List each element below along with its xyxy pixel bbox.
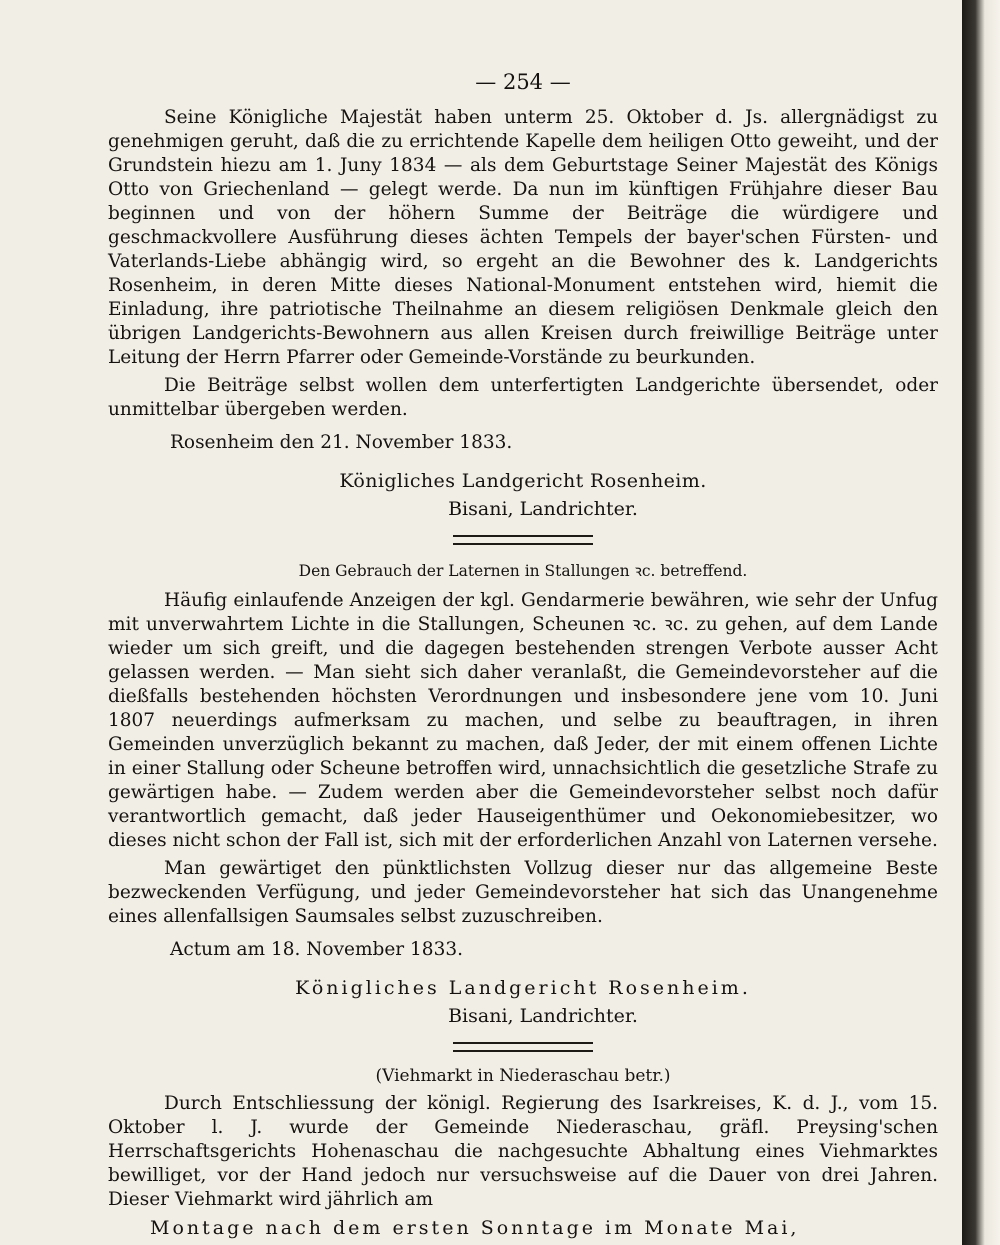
notice-heading: (Viehmarkt in Niederaschau betr.) bbox=[375, 1066, 671, 1086]
page-number: — 254 — bbox=[475, 70, 571, 94]
dateline: Actum am 18. November 1833. bbox=[170, 939, 463, 960]
notice-cattle-market bbox=[108, 1066, 938, 1240]
paragraph: Seine Königliche Majestät haben unterm 25. Oktober d. Js. allergnädigst zu genehmigen geruht, daß die zu errichtende Kapelle dem heiligen Otto geweiht, und der Grundstein hiezu am 1. Juny 1834 — als dem Geburtstage Seiner Majestät des Königs Otto von Griechenland — gelegt werde. Da nun im künftigen Frühjahre dieser Bau beginnen und von der höhern Summe der Beiträge die würdigere und geschmackvollere Ausführung dieses ächten Tempels der bayer'schen Fürsten- und Vaterlands-Liebe abhängig wird, so ergeht an die Bewohner des k. Landgerichts Rosenheim, in deren Mitte dieses National-Monument entstehen wird, hiemit die Einladung, ihre patriotische Theilnahme an diesem religiösen Denkmale gleich den übrigen Landgerichts-Bewohnern aus allen Kreisen durch freiwillige Beiträge unter Leitung der Herrn Pfarrer oder Gemeinde-Vorstände zu beurkunden. bbox=[108, 107, 938, 368]
notice-otto-chapel bbox=[108, 106, 938, 523]
paragraph: Man gewärtiget den pünktlichsten Vollzug dieser nur das allgemeine Beste bezweckenden Verfügung, und jeder Gemeindevorsteher hat sich das Unangenehme eines allenfallsigen Saumsales selbst zuzuschreiben. bbox=[108, 858, 938, 927]
paragraph-last-line: Montage nach dem ersten Sonntage im Monate Mai, bbox=[150, 1217, 800, 1239]
notice-heading: Den Gebrauch der Laternen in Stallungen ꝛc. betreffend. bbox=[298, 562, 748, 580]
section-divider bbox=[108, 535, 938, 545]
signature: Bisani, Landrichter. bbox=[448, 1005, 638, 1027]
book-spine bbox=[962, 0, 1000, 1245]
paragraph: Durch Entschliessung der königl. Regierung des Isarkreises, K. d. J., vom 15. Oktober l. J. wurde der Gemeinde Niederaschau, gräfl. Preysing'schen Herrschaftsgerichts Hohenaschau die nachgesuchte Abhaltung eines Viehmarktes bewilliget, vor der Hand jedoch nur versuchsweise auf die Dauer von drei Jahren. Dieser Viehmarkt wird jährlich am bbox=[108, 1093, 938, 1210]
page-content bbox=[108, 70, 938, 1240]
issuing-authority: Königliches Landgericht Rosenheim. bbox=[295, 977, 751, 999]
paragraph: Häufig einlaufende Anzeigen der kgl. Gendarmerie bewähren, wie sehr der Unfug mit unverwahrtem Lichte in die Stallungen, Scheunen ꝛc. ꝛc. zu gehen, auf dem Lande wieder um sich greift, und die dagegen bestehenden strengen Verbote ausser Acht gelassen werden. — Man sieht sich daher veranlaßt, die Gemeindevorsteher auf die dießfalls bestehenden höchsten Verordnungen und insbesondere jene vom 10. Juni 1807 neuerdings aufmerksam zu machen, und selbe zu beauftragen, in ihren Gemeinden unverzüglich bekannt zu machen, daß Jeder, der mit einem offenen Lichte in einer Stallung oder Scheune betroffen wird, unnachsichtlich die gesetzliche Strafe zu gewärtigen habe. — Zudem werden aber die Gemeindevorsteher selbst noch dafür verantwortlich gemacht, daß jeder Hauseigenthümer und Oekonomiebesitzer, wo dieses nicht schon der Fall ist, sich mit der erforderlichen Anzahl von Laternen versehe. bbox=[108, 590, 938, 851]
section-divider bbox=[108, 1042, 938, 1052]
signature: Bisani, Landrichter. bbox=[448, 498, 638, 520]
issuing-authority: Königliches Landgericht Rosenheim. bbox=[339, 470, 707, 492]
notice-lanterns bbox=[108, 559, 938, 1030]
dateline: Rosenheim den 21. November 1833. bbox=[170, 432, 513, 453]
paragraph: Die Beiträge selbst wollen dem unterfertigten Landgerichte übersendet, oder unmittelbar übergeben werden. bbox=[108, 375, 938, 420]
